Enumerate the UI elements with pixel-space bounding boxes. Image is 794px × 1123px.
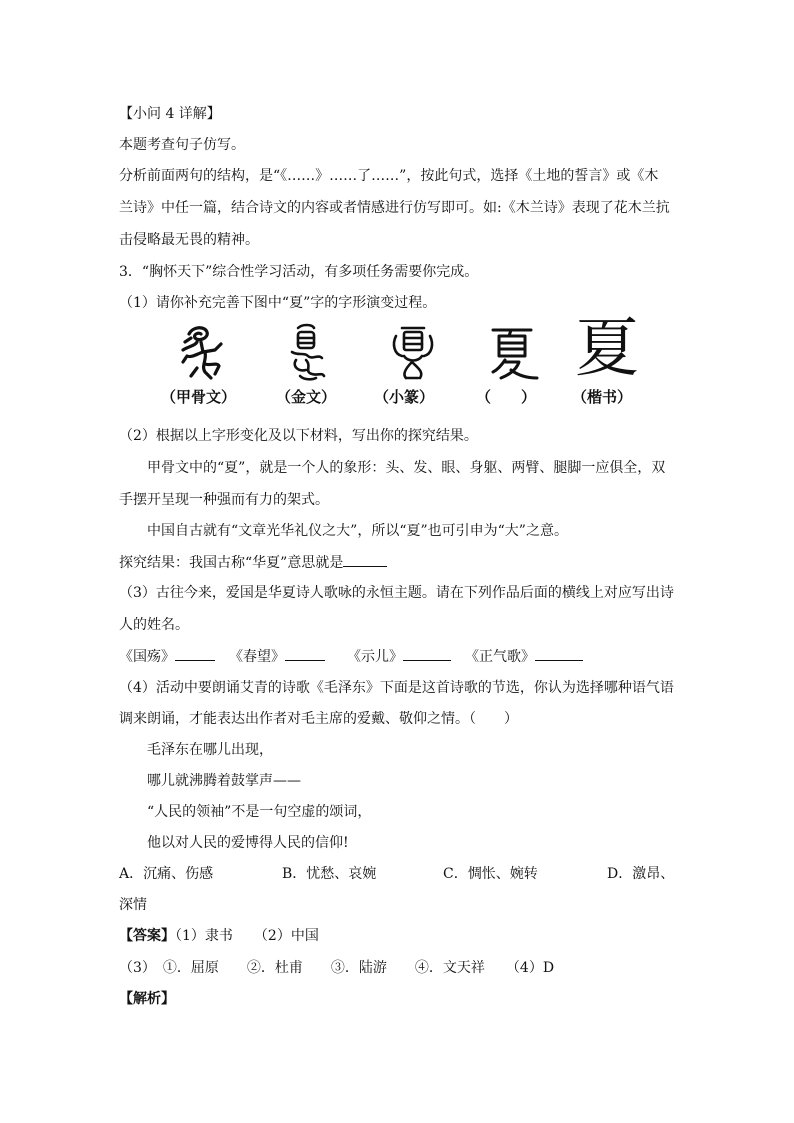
material-1-line-2: 手摆开呈现一种强而有力的架式。 (119, 492, 329, 508)
question-3-part-4-line-2: 调来朗诵，才能表达出作者对毛主席的爱戴、敬仰之情。（ ） (119, 711, 518, 727)
label-regular: （楷书） (572, 388, 633, 406)
label-blank-script: （ ） (476, 388, 537, 406)
question-3-part-2: （2）根据以上字形变化及以下材料，写出你的探究结果。 (119, 428, 478, 444)
result-label: 探究结果：我国古称“华夏”意思就是 (119, 555, 344, 571)
work-guoshang: 《国殇》 (119, 649, 175, 665)
poem-line-3: “人民的领袖”不是一句空虚的颂词， (147, 804, 372, 820)
answer-label: 【答案】 (119, 928, 175, 944)
option-b: B．忧愁、哀婉 (282, 866, 377, 882)
explain-line-2: 分析前面两句的结构，是“《……》……了……”，按此句式，选择《土地的誓言》或《木 (119, 168, 659, 184)
question-3-part-3-line-2: 人的姓名。 (119, 617, 189, 633)
option-a: A．沉痛、伤感 (119, 866, 214, 882)
answer-line-1 (119, 926, 319, 946)
option-d: D．激昂、 (607, 866, 675, 882)
question-3-part-1: （1）请你补充完善下图中“夏”字的字形演变过程。 (119, 295, 437, 311)
poet-blank-4[interactable] (535, 646, 583, 661)
explain-line-3: 兰诗》中任一篇，结合诗文的内容或者情感进行仿写即可。如:《木兰诗》表现了花木兰抗 (119, 200, 670, 216)
oracle-bone-glyph (175, 322, 231, 382)
poem-line-4: 他以对人民的爱博得人民的信仰! (147, 835, 349, 851)
clerical-script-glyph (485, 322, 541, 384)
answer-text-1: （1）隶书 （2）中国 (175, 928, 319, 944)
seal-script-glyph (388, 322, 440, 384)
question-3-title: 3．“胸怀天下”综合性学习活动，有多项任务需要你完成。 (119, 264, 479, 280)
option-c: C．惆怅、婉转 (443, 866, 538, 882)
material-1-line-1: 甲骨文中的“夏”，就是一个人的象形：头、发、眼、身躯、两臂、腿脚一应俱全，双 (147, 460, 666, 476)
work-chunwang: 《春望》 (229, 649, 285, 665)
label-oracle-bone: （甲骨文） (161, 388, 237, 406)
works-line (119, 646, 583, 667)
poem-line-1: 毛泽东在哪儿出现， (147, 742, 273, 758)
label-seal: （小篆） (374, 388, 435, 406)
explain-line-4: 击侵略最无畏的精神。 (119, 232, 259, 248)
result-line (119, 552, 387, 573)
question-3-part-4-line-1: （4）活动中要朗诵艾青的诗歌《毛泽东》下面是这首诗歌的节选，你认为选择哪种语气语 (119, 680, 674, 696)
result-blank[interactable] (343, 552, 387, 567)
section-heading: 【小问 4 详解】 (119, 106, 221, 122)
bronze-glyph (282, 322, 334, 384)
regular-script-glyph: 夏 (575, 312, 639, 386)
poem-line-2: 哪儿就沸腾着鼓掌声—— (147, 773, 301, 789)
analysis-label: 【解析】 (119, 991, 175, 1007)
work-zhengqige: 《正气歌》 (465, 649, 535, 665)
label-bronze: （金文） (276, 388, 337, 406)
work-shier: 《示儿》 (347, 649, 403, 665)
explain-line-1: 本题考查句子仿写。 (119, 137, 245, 153)
material-2: 中国自古就有“文章光华礼仪之大”，所以“夏”也可引申为“大”之意。 (147, 523, 568, 539)
character-evolution-figure (150, 312, 650, 392)
poet-blank-2[interactable] (285, 646, 325, 661)
question-3-part-3-line-1: （3）古往今来，爱国是华夏诗人歌咏的永恒主题。请在下列作品后面的横线上对应写出诗 (119, 585, 674, 601)
poet-blank-3[interactable] (403, 646, 451, 661)
option-d-continued: 深情 (119, 897, 147, 913)
answer-line-2: （3） ①．屈原 ②．杜甫 ③．陆游 ④．文天祥 （4）D (119, 960, 555, 976)
poet-blank-1[interactable] (175, 646, 215, 661)
